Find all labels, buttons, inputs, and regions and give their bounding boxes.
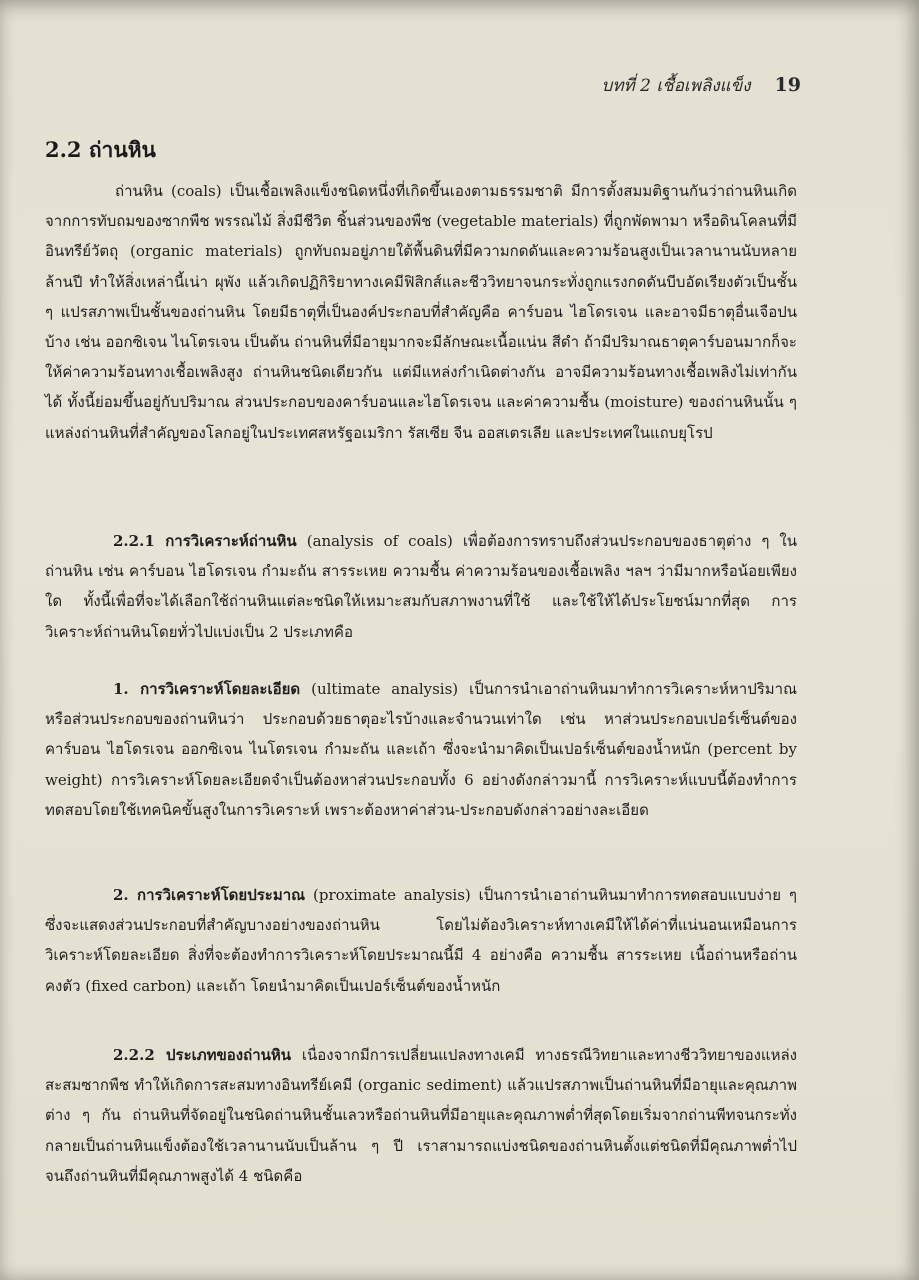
subsection-coal-types-paragraph [45,1040,797,1191]
section-intro [45,176,797,448]
chapter-title: บทที่ 2 เชื้อเพลิงแข็ง [601,76,751,96]
intro-paragraph: ถ่านหิน (coals) เป็นเชื้อเพลิงแข็งชนิดหนึ่งที่เกิดขึ้นเองตามธรรมชาติ มีการตั้งสมมติฐานกันว่าถ่านหินเกิดจากการทับถมของซากพืช พรรณไม้ สิ่งมีชีวิต ชิ้นส่วนของพืช (vegetable materials) ที่ถูกพัดพามา หรือดินโคลนที่มีอินทรีย์วัตถุ (organic materials) ถูกทับถมอยู่ภายใต้พื้นดินที่มีความกดดันและความร้อนสูงเป็นเวลานานนับหลายล้านปี ทำให้สิ่งเหล่านี้เน่า ผุพัง แล้วเกิดปฏิกิริยาทางเคมีฟิสิกส์และชีววิทยาจนกระทั่งถูกแรงกดดันบีบอัดเรียงตัวเป็นชั้น ๆ แปรสภาพเป็นชั้นของถ่านหิน โดยมีธาตุที่เป็นองค์ประกอบที่สำคัญคือ คาร์บอน ไฮโดรเจน และอาจมีธาตุอื่นเจือปนบ้าง เช่น ออกซิเจน ไนโตรเจน เป็นต้น ถ่านหินที่มีอายุมากจะมีลักษณะเนื้อแน่น สีดำ ถ้ามีปริมาณธาตุคาร์บอนมากก็จะให้ค่าความร้อนทางเชื้อเพลิงสูง ถ่านหินชนิดเดียวกัน แต่มีแหล่งกำเนิดต่างกัน อาจมีความร้อนทางเชื้อเพลิงไม่เท่ากันได้ ทั้งนี้ย่อมขึ้นอยู่กับปริมาณ ส่วนประกอบของคาร์บอนและไฮโดรเจน และค่าความชื้น (moisture) ของถ่านหินนั้น ๆ แหล่งถ่านหินที่สำคัญของโลกอยู่ในประเทศสหรัฐอเมริกา รัสเซีย จีน ออสเตรเลีย และประเทศในแถบยุโรป [45,182,797,442]
subsection-analysis [45,526,797,647]
subsection-coal-types-text: เนื่องจากมีการเปลี่ยนแปลงทางเคมี ทางธรณีวิทยาและทางชีววิทยาของแหล่งสะสมซากพืช ทำให้เกิดการสะสมทางอินทรีย์เคมี (organic sediment) แล้วแปรสภาพเป็นถ่านหินที่มีอายุและคุณภาพต่าง ๆ กัน ถ่านหินที่จัดอยู่ในชนิดถ่านหินชั้นเลวหรือถ่านหินที่มีอายุและคุณภาพต่ำที่สุดโดยเริ่มจากถ่านพีทจนกระทั่งกลายเป็นถ่านหินแข็งต้องใช้เวลานานนับเป็นล้าน ๆ ปี เราสามารถแบ่งชนิดของถ่านหินตั้งแต่ชนิดที่มีคุณภาพต่ำไปจนถึงถ่านหินที่มีคุณภาพสูงได้ 4 ชนิดคือ [45,1046,797,1185]
ultimate-analysis-paragraph [45,674,797,825]
page-number: 19 [774,74,801,96]
proximate-analysis [45,880,797,1001]
ultimate-analysis-heading: 1. การวิเคราะห์โดยละเอียด [113,680,301,698]
running-header [602,72,801,99]
proximate-analysis-heading: 2. การวิเคราะห์โดยประมาณ [113,886,306,904]
proximate-analysis-text: (proximate analysis) เป็นการนำเอาถ่านหินมาทำการทดสอบแบบง่าย ๆ ซึ่งจะแสดงส่วนประกอบที่สำคัญบางอย่างของถ่านหิน โดยไม่ต้องวิเคราะห์ทางเคมีให้ได้ค่าที่แน่นอนเหมือนการวิเคราะห์โดยละเอียด สิ่งที่จะต้องทำการวิเคราะห์โดยประมาณนี้มี 4 อย่างคือ ความชื้น สารระเหย เนื้อถ่านหรือถ่านคงตัว (fixed carbon) และเถ้า โดยนำมาคิดเป็นเปอร์เซ็นต์ของน้ำหนัก [45,886,797,995]
subsection-analysis-paragraph [45,526,797,647]
section-title: 2.2 ถ่านหิน [45,137,156,162]
proximate-analysis-paragraph [45,880,797,1001]
subsection-analysis-heading: 2.2.1 การวิเคราะห์ถ่านหิน [113,532,297,550]
ultimate-analysis-text: (ultimate analysis) เป็นการนำเอาถ่านหินมาทำการวิเคราะห์หาปริมาณหรือส่วนประกอบของถ่านหินว่า ประกอบด้วยธาตุอะไรบ้างและจำนวนเท่าใด เช่น หาส่วนประกอบเปอร์เซ็นต์ของคาร์บอน ไฮโดรเจน ออกซิเจน ไนโตรเจน กำมะถัน และเถ้า ซึ่งจะนำมาคิดเป็นเปอร์เซ็นต์ของน้ำหนัก (percent by weight) การวิเคราะห์โดยละเอียดจำเป็นต้องหาส่วนประกอบทั้ง 6 อย่างดังกล่าวมานี้ การวิเคราะห์แบบนี้ต้องทำการทดสอบโดยใช้เทคนิคขั้นสูงในการวิเคราะห์ เพราะต้องหาค่าส่วน-ประกอบดังกล่าวอย่างละเอียด [45,680,798,819]
subsection-analysis-text: (analysis of coals) เพื่อต้องการทราบถึงส่วนประกอบของธาตุต่าง ๆ ในถ่านหิน เช่น คาร์บอน ไฮโดรเจน กำมะถัน สารระเหย ความชื้น ค่าความร้อนของเชื้อเพลิง ฯลฯ ว่ามีมากหรือน้อยเพียงใด ทั้งนี้เพื่อที่จะได้เลือกใช้ถ่านหินแต่ละชนิดให้เหมาะสมกับสภาพงานที่ใช้ และใช้ให้ได้ประโยชน์มากที่สุด การวิเคราะห์ถ่านหินโดยทั่วไปแบ่งเป็น 2 ประเภทคือ [45,532,798,641]
subsection-coal-types [45,1040,797,1191]
subsection-coal-types-heading: 2.2.2 ประเภทของถ่านหิน [113,1046,292,1064]
ultimate-analysis [45,674,797,825]
